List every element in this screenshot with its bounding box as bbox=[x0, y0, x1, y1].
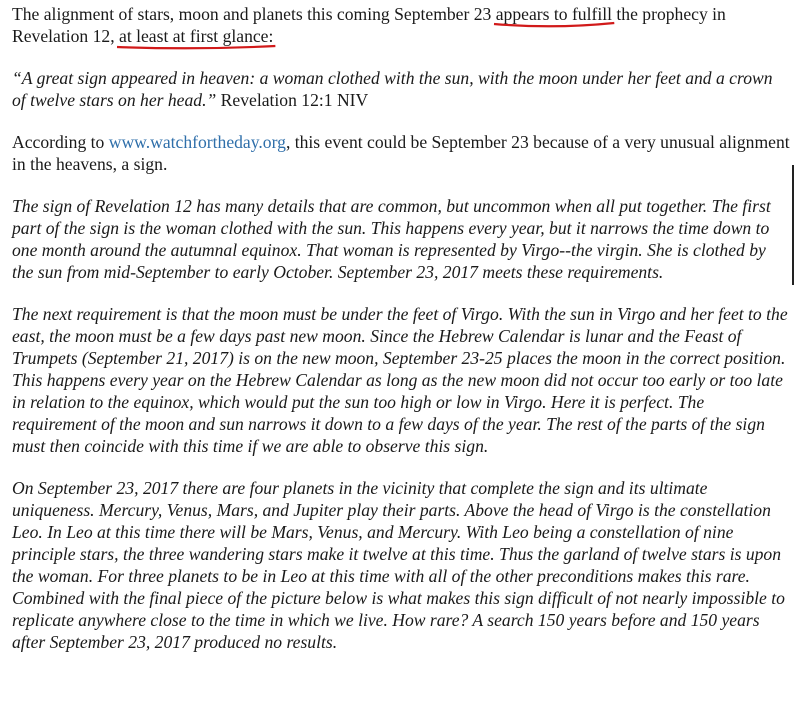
red-underline-mark bbox=[494, 21, 614, 29]
intro-text-middle: the prophecy in Revelation 12, bbox=[12, 4, 726, 46]
sign-paragraph-1: The sign of Revelation 12 has many details that are common, but uncommon when all put together. The first part of the sign is the woman clothed with the sun. This happens every year, but it narrows the time down to one month around the autumnal equinox. That woman is represented by Virgo--the virgin. She is clothed by the sun from mid-September to early October. September 23, 2017 meets these requirements. bbox=[12, 196, 771, 282]
watchfortheday-link[interactable]: www.watchfortheday.org bbox=[108, 132, 286, 152]
sign-paragraph-2: The next requirement is that the moon must be under the feet of Virgo. With the sun in Virgo and her feet to the east, the moon must be a few days past new moon. Since the Hebrew Calendar is lunar and the Feast of Trumpets (September 21, 2017) is on the new moon, September 23-25 places the moon in the correct position. This happens every year on the Hebrew Calendar as long as the new moon did not occur too early or too late in relation to the equinox, which would put the sun too high or low in Virgo. Here it is perfect. The requirement of the moon and sun narrows it down to a few days of the year. The rest of the parts of the sign must then coincide with this time if we are able to observe this sign. bbox=[12, 304, 788, 456]
article-body bbox=[12, 3, 790, 673]
source-text-start: According to bbox=[12, 132, 109, 152]
source-text-end: , this event could be September 23 because of a very unusual alignment in the heavens, a sign. bbox=[12, 132, 790, 174]
intro-paragraph bbox=[12, 3, 790, 47]
source-paragraph bbox=[12, 131, 790, 175]
underlined-text: at least at first glance: bbox=[119, 26, 274, 46]
scrollbar-thumb[interactable] bbox=[792, 165, 794, 285]
scripture-quote bbox=[12, 67, 790, 111]
quote-text: “A great sign appeared in heaven: a woman clothed with the sun, with the moon under her feet and a crown of twelve stars on her head.” bbox=[12, 68, 773, 110]
underlined-phrase-first-glance bbox=[119, 25, 273, 47]
sign-paragraph-3: On September 23, 2017 there are four planets in the vicinity that complete the sign and its ultimate uniqueness. Mercury, Venus, Mars, and Jupiter play their parts. Above the head of Virgo is the constellation Leo. In Leo at this time there will be Mars, Venus, and Mercury. With Leo being a constellation of nine principle stars, the three wandering stars make it twelve at this time. Thus the garland of twelve stars is upon the woman. For three planets to be in Leo at this time with all of the other preconditions makes this rare. Combined with the final piece of the picture below is what makes this sign difficult of not nearly impossible to replicate anywhere close to the time in which we live. How rare? A search 150 years before and 150 years after September 23, 2017 produced no results. bbox=[12, 478, 785, 652]
underlined-text: appears to fulfill bbox=[495, 4, 613, 24]
quote-reference: Revelation 12:1 NIV bbox=[216, 90, 369, 110]
red-underline-mark bbox=[117, 43, 275, 51]
intro-text-start: The alignment of stars, moon and planets this coming September 23 bbox=[12, 4, 496, 24]
underlined-phrase-fulfill bbox=[496, 3, 612, 25]
